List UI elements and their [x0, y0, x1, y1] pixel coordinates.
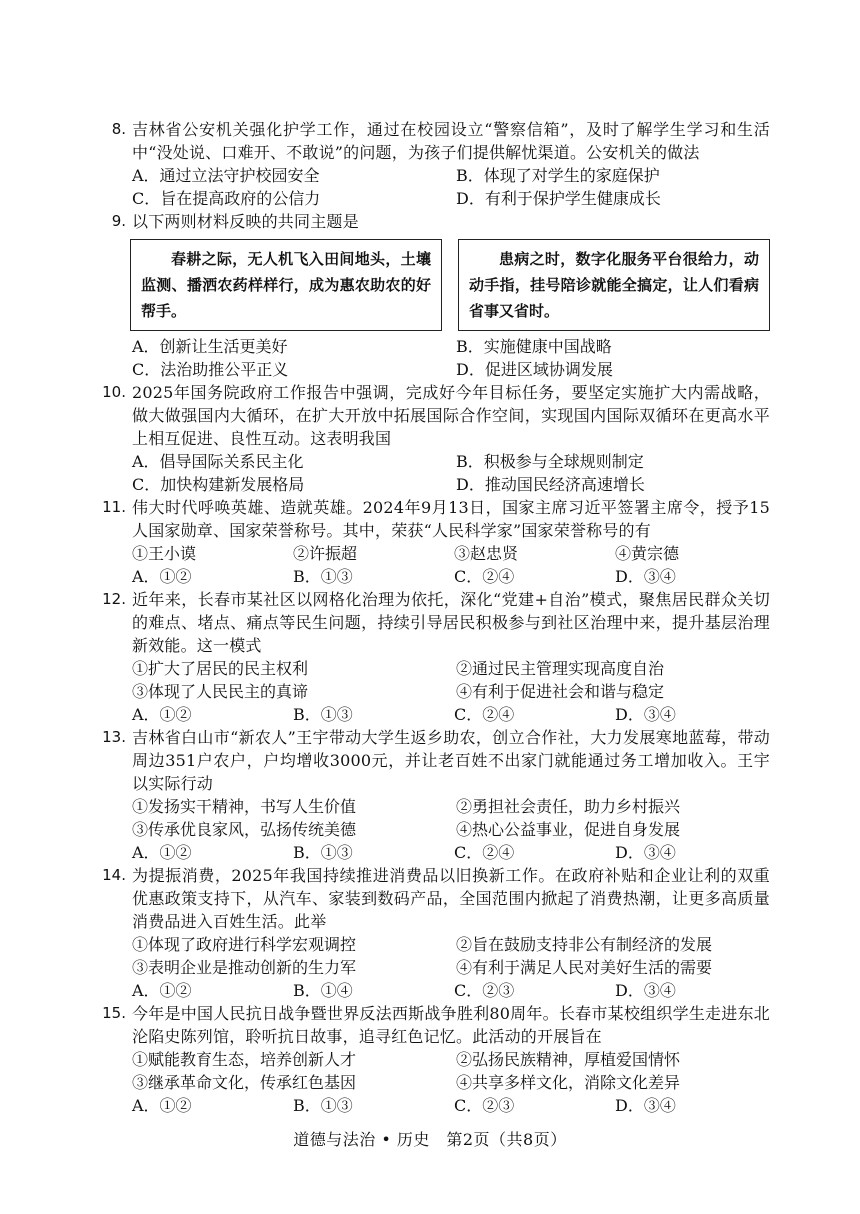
material-box-1: 春耕之际，无人机飞入田间地头，土壤监测、播洒农药样样行，成为惠农助农的好帮手。 — [130, 239, 442, 331]
question-9 — [100, 210, 770, 381]
statement-3: ③赵忠贤 — [454, 544, 519, 563]
question-number: 10. — [102, 383, 126, 401]
materials — [130, 239, 770, 331]
page-footer: 道德与法治 • 历史 第2页（共8页） — [293, 1130, 567, 1149]
question-number: 13. — [102, 728, 126, 746]
option-a: A．①② — [132, 981, 192, 1000]
statement-3: ③传承优良家风，弘扬传统美德 — [132, 820, 357, 839]
option-b: B．体现了对学生的家庭保护 — [456, 166, 660, 185]
question-13 — [100, 726, 770, 864]
statement-items — [132, 657, 770, 703]
question-number: 9. — [111, 212, 126, 230]
option-d: D．③④ — [615, 705, 676, 724]
option-b: B．①③ — [293, 1096, 353, 1115]
question-stem: 以下两则材料反映的共同主题是 — [132, 212, 359, 231]
question-15 — [100, 1002, 770, 1117]
option-c: C．加快构建新发展格局 — [132, 475, 305, 494]
question-stem: 吉林省公安机关强化护学工作，通过在校园设立“警察信箱”，及时了解学生学习和生活中“没处说、口难开、不敢说”的问题，为孩子们提供解忧渠道。公安机关的做法 — [132, 120, 770, 162]
material-box-2: 患病之时，数字化服务平台很给力，动动手指，挂号陪诊就能全搞定，让人们看病省事又省时。 — [458, 239, 770, 331]
options — [132, 703, 770, 726]
statement-4: ④共享多样文化，消除文化差异 — [456, 1073, 681, 1092]
statement-1: ①扩大了居民的民主权利 — [132, 659, 309, 678]
option-a: A．通过立法守护校园安全 — [132, 166, 320, 185]
option-c: C．②④ — [454, 705, 515, 724]
option-c: C．②④ — [454, 843, 515, 862]
option-b: B．①③ — [293, 567, 353, 586]
option-b: B．①④ — [293, 981, 353, 1000]
option-d: D．③④ — [615, 981, 676, 1000]
statement-2: ②许振超 — [293, 544, 358, 563]
option-a: A．倡导国际关系民主化 — [132, 452, 304, 471]
option-a: A．①② — [132, 1096, 192, 1115]
options — [132, 164, 770, 210]
question-stem: 近年来，长春市某社区以网格化治理为依托，深化“党建+自治”模式，聚焦居民群众关切的难点、堵点、痛点等民生问题，持续引导居民积极参与到社区治理中来，提升基层治理新效能。这一模式 — [132, 590, 770, 655]
option-d: D．推动国民经济高速增长 — [456, 475, 645, 494]
option-c: C．②③ — [454, 981, 515, 1000]
options — [132, 565, 770, 588]
statement-4: ④有利于促进社会和谐与稳定 — [456, 682, 665, 701]
question-10 — [100, 381, 770, 496]
option-a: A．创新让生活更美好 — [132, 337, 288, 356]
options — [132, 450, 770, 496]
option-d: D．③④ — [615, 567, 676, 586]
option-d: D．有利于保护学生健康成长 — [456, 189, 661, 208]
options — [132, 335, 770, 381]
statement-items — [132, 795, 770, 841]
option-d: D．③④ — [615, 1096, 676, 1115]
statement-3: ③继承革命文化，传承红色基因 — [132, 1073, 357, 1092]
statement-1: ①发扬实干精神，书写人生价值 — [132, 797, 357, 816]
statement-2: ②勇担社会责任，助力乡村振兴 — [456, 797, 681, 816]
option-b: B．积极参与全球规则制定 — [456, 452, 644, 471]
question-list — [100, 118, 770, 1117]
statement-items — [132, 1048, 770, 1094]
option-c: C．②④ — [454, 567, 515, 586]
statement-2: ②弘扬民族精神，厚植爱国情怀 — [456, 1050, 681, 1069]
option-b: B．①③ — [293, 705, 353, 724]
statement-4: ④有利于满足人民对美好生活的需要 — [456, 958, 713, 977]
question-11 — [100, 496, 770, 588]
options — [132, 1094, 770, 1117]
question-number: 11. — [102, 498, 126, 516]
statement-items — [132, 542, 770, 565]
option-a: A．①② — [132, 705, 192, 724]
option-b: B．①③ — [293, 843, 353, 862]
option-a: A．①② — [132, 843, 192, 862]
statement-3: ③体现了人民民主的真谛 — [132, 682, 309, 701]
statement-4: ④热心公益事业，促进自身发展 — [456, 820, 681, 839]
question-stem: 吉林省白山市“新农人”王宇带动大学生返乡助农，创立合作社，大力发展寒地蓝莓，带动周边351户农户，户均增收3000元，并让老百姓不出家门就能通过务工增加收入。王宇以实际行动 — [132, 728, 770, 793]
option-d: D．促进区域协调发展 — [456, 360, 613, 379]
statement-1: ①体现了政府进行科学宏观调控 — [132, 935, 357, 954]
question-stem: 2025年国务院政府工作报告中强调，完成好今年目标任务，要坚定实施扩大内需战略，做大做强国内大循环，在扩大开放中拓展国际合作空间，实现国内国际双循环在更高水平上相互促进、良性互动。这表明我国 — [132, 383, 770, 448]
option-c: C．旨在提高政府的公信力 — [132, 189, 321, 208]
options — [132, 979, 770, 1002]
statement-2: ②旨在鼓励支持非公有制经济的发展 — [456, 935, 713, 954]
statement-items — [132, 933, 770, 979]
statement-3: ③表明企业是推动创新的生力军 — [132, 958, 357, 977]
statement-1: ①王小谟 — [132, 544, 197, 563]
option-a: A．①② — [132, 567, 192, 586]
option-c: C．②③ — [454, 1096, 515, 1115]
question-number: 15. — [102, 1004, 126, 1022]
question-stem: 伟大时代呼唤英雄、造就英雄。2024年9月13日，国家主席习近平签署主席令，授予15人国家勋章、国家荣誉称号。其中，荣获“人民科学家”国家荣誉称号的有 — [132, 498, 770, 540]
question-stem: 今年是中国人民抗日战争暨世界反法西斯战争胜利80周年。长春市某校组织学生走进东北沦陷史陈列馆，聆听抗日故事，追寻红色记忆。此活动的开展旨在 — [132, 1004, 770, 1046]
option-d: D．③④ — [615, 843, 676, 862]
option-b: B．实施健康中国战略 — [456, 337, 612, 356]
question-stem: 为提振消费，2025年我国持续推进消费品以旧换新工作。在政府补贴和企业让利的双重优惠政策支持下，从汽车、家装到数码产品，全国范围内掀起了消费热潮，让更多高质量消费品进入百姓生活。此举 — [132, 866, 770, 931]
question-14 — [100, 864, 770, 1002]
statement-1: ①赋能教育生态，培养创新人才 — [132, 1050, 357, 1069]
statement-2: ②通过民主管理实现高度自治 — [456, 659, 665, 678]
question-number: 8. — [111, 120, 126, 138]
options — [132, 841, 770, 864]
question-8 — [100, 118, 770, 210]
question-number: 12. — [102, 590, 126, 608]
question-number: 14. — [102, 866, 126, 884]
statement-4: ④黄宗德 — [615, 544, 680, 563]
option-c: C．法治助推公平正义 — [132, 360, 289, 379]
question-12 — [100, 588, 770, 726]
